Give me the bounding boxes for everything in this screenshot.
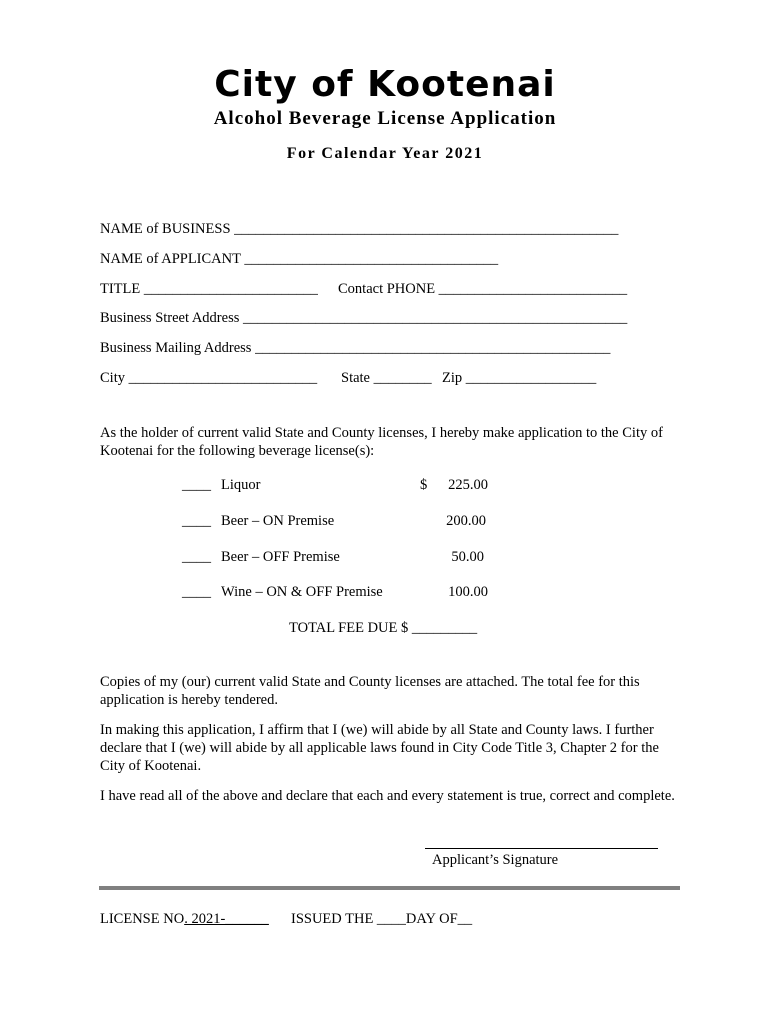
beer-on-label: Beer – ON Premise [221,513,335,529]
intro-paragraph: As the holder of current valid State and County licenses, I hereby make application to the City of Kootenai for the following beverage license(s): [100,425,663,459]
wine-checkbox-blank[interactable]: ____ [182,584,211,600]
beer-off-fee: 50.00 [451,549,484,565]
business-name-field[interactable]: NAME of BUSINESS _____________________________________________________ [100,221,619,237]
license-number-field[interactable] [100,911,269,928]
city-field[interactable]: City __________________________ [100,370,318,386]
liquor-checkbox-blank[interactable]: ____ [182,477,211,493]
wine-label: Wine – ON & OFF Premise [221,584,383,600]
calendar-year-line: For Calendar Year 2021 [286,145,484,162]
license-number-value: . 2021-______ [184,911,269,927]
license-number-label: LICENSE NO [100,911,185,927]
signature-line[interactable] [425,848,658,849]
beer-off-checkbox-blank[interactable]: ____ [182,549,211,565]
issued-date-field[interactable]: ISSUED THE ____DAY OF__ [291,911,473,927]
applicant-name-field[interactable]: NAME of APPLICANT ___________________________________ [100,251,499,267]
document-title: City of Kootenai [214,64,556,105]
section-divider [99,886,680,890]
liquor-label: Liquor [221,477,261,493]
mailing-address-field[interactable]: Business Mailing Address _________________________________________________ [100,340,611,356]
zip-field[interactable]: Zip __________________ [442,370,597,386]
state-field[interactable]: State ________ [341,370,432,386]
liquor-fee: 225.00 [448,477,488,493]
beer-on-checkbox-blank[interactable]: ____ [182,513,211,529]
document-subtitle: Alcohol Beverage License Application [213,108,557,129]
liquor-currency: $ [420,477,428,493]
total-fee-due-field[interactable]: TOTAL FEE DUE $ _________ [289,620,478,636]
affirmation-paragraph: In making this application, I affirm that I (we) will abide by all State and County laws. I further declare that I (we) will abide by all applicable laws found in City Code Title 3, Chapter 2 for the City of Kootenai. [100,722,659,774]
beer-off-label: Beer – OFF Premise [221,549,340,565]
contact-phone-field[interactable]: Contact PHONE __________________________ [338,281,628,297]
attachment-paragraph: Copies of my (our) current valid State and County licenses are attached. The total fee for this application is hereby tendered. [100,674,640,708]
beer-on-fee: 200.00 [446,513,486,529]
street-address-field[interactable]: Business Street Address _____________________________________________________ [100,310,628,326]
wine-fee: 100.00 [448,584,488,600]
title-field[interactable]: TITLE ________________________ [100,281,318,297]
signature-label: Applicant’s Signature [432,852,559,868]
declaration-paragraph: I have read all of the above and declare that each and every statement is true, correct and complete. [100,788,675,804]
